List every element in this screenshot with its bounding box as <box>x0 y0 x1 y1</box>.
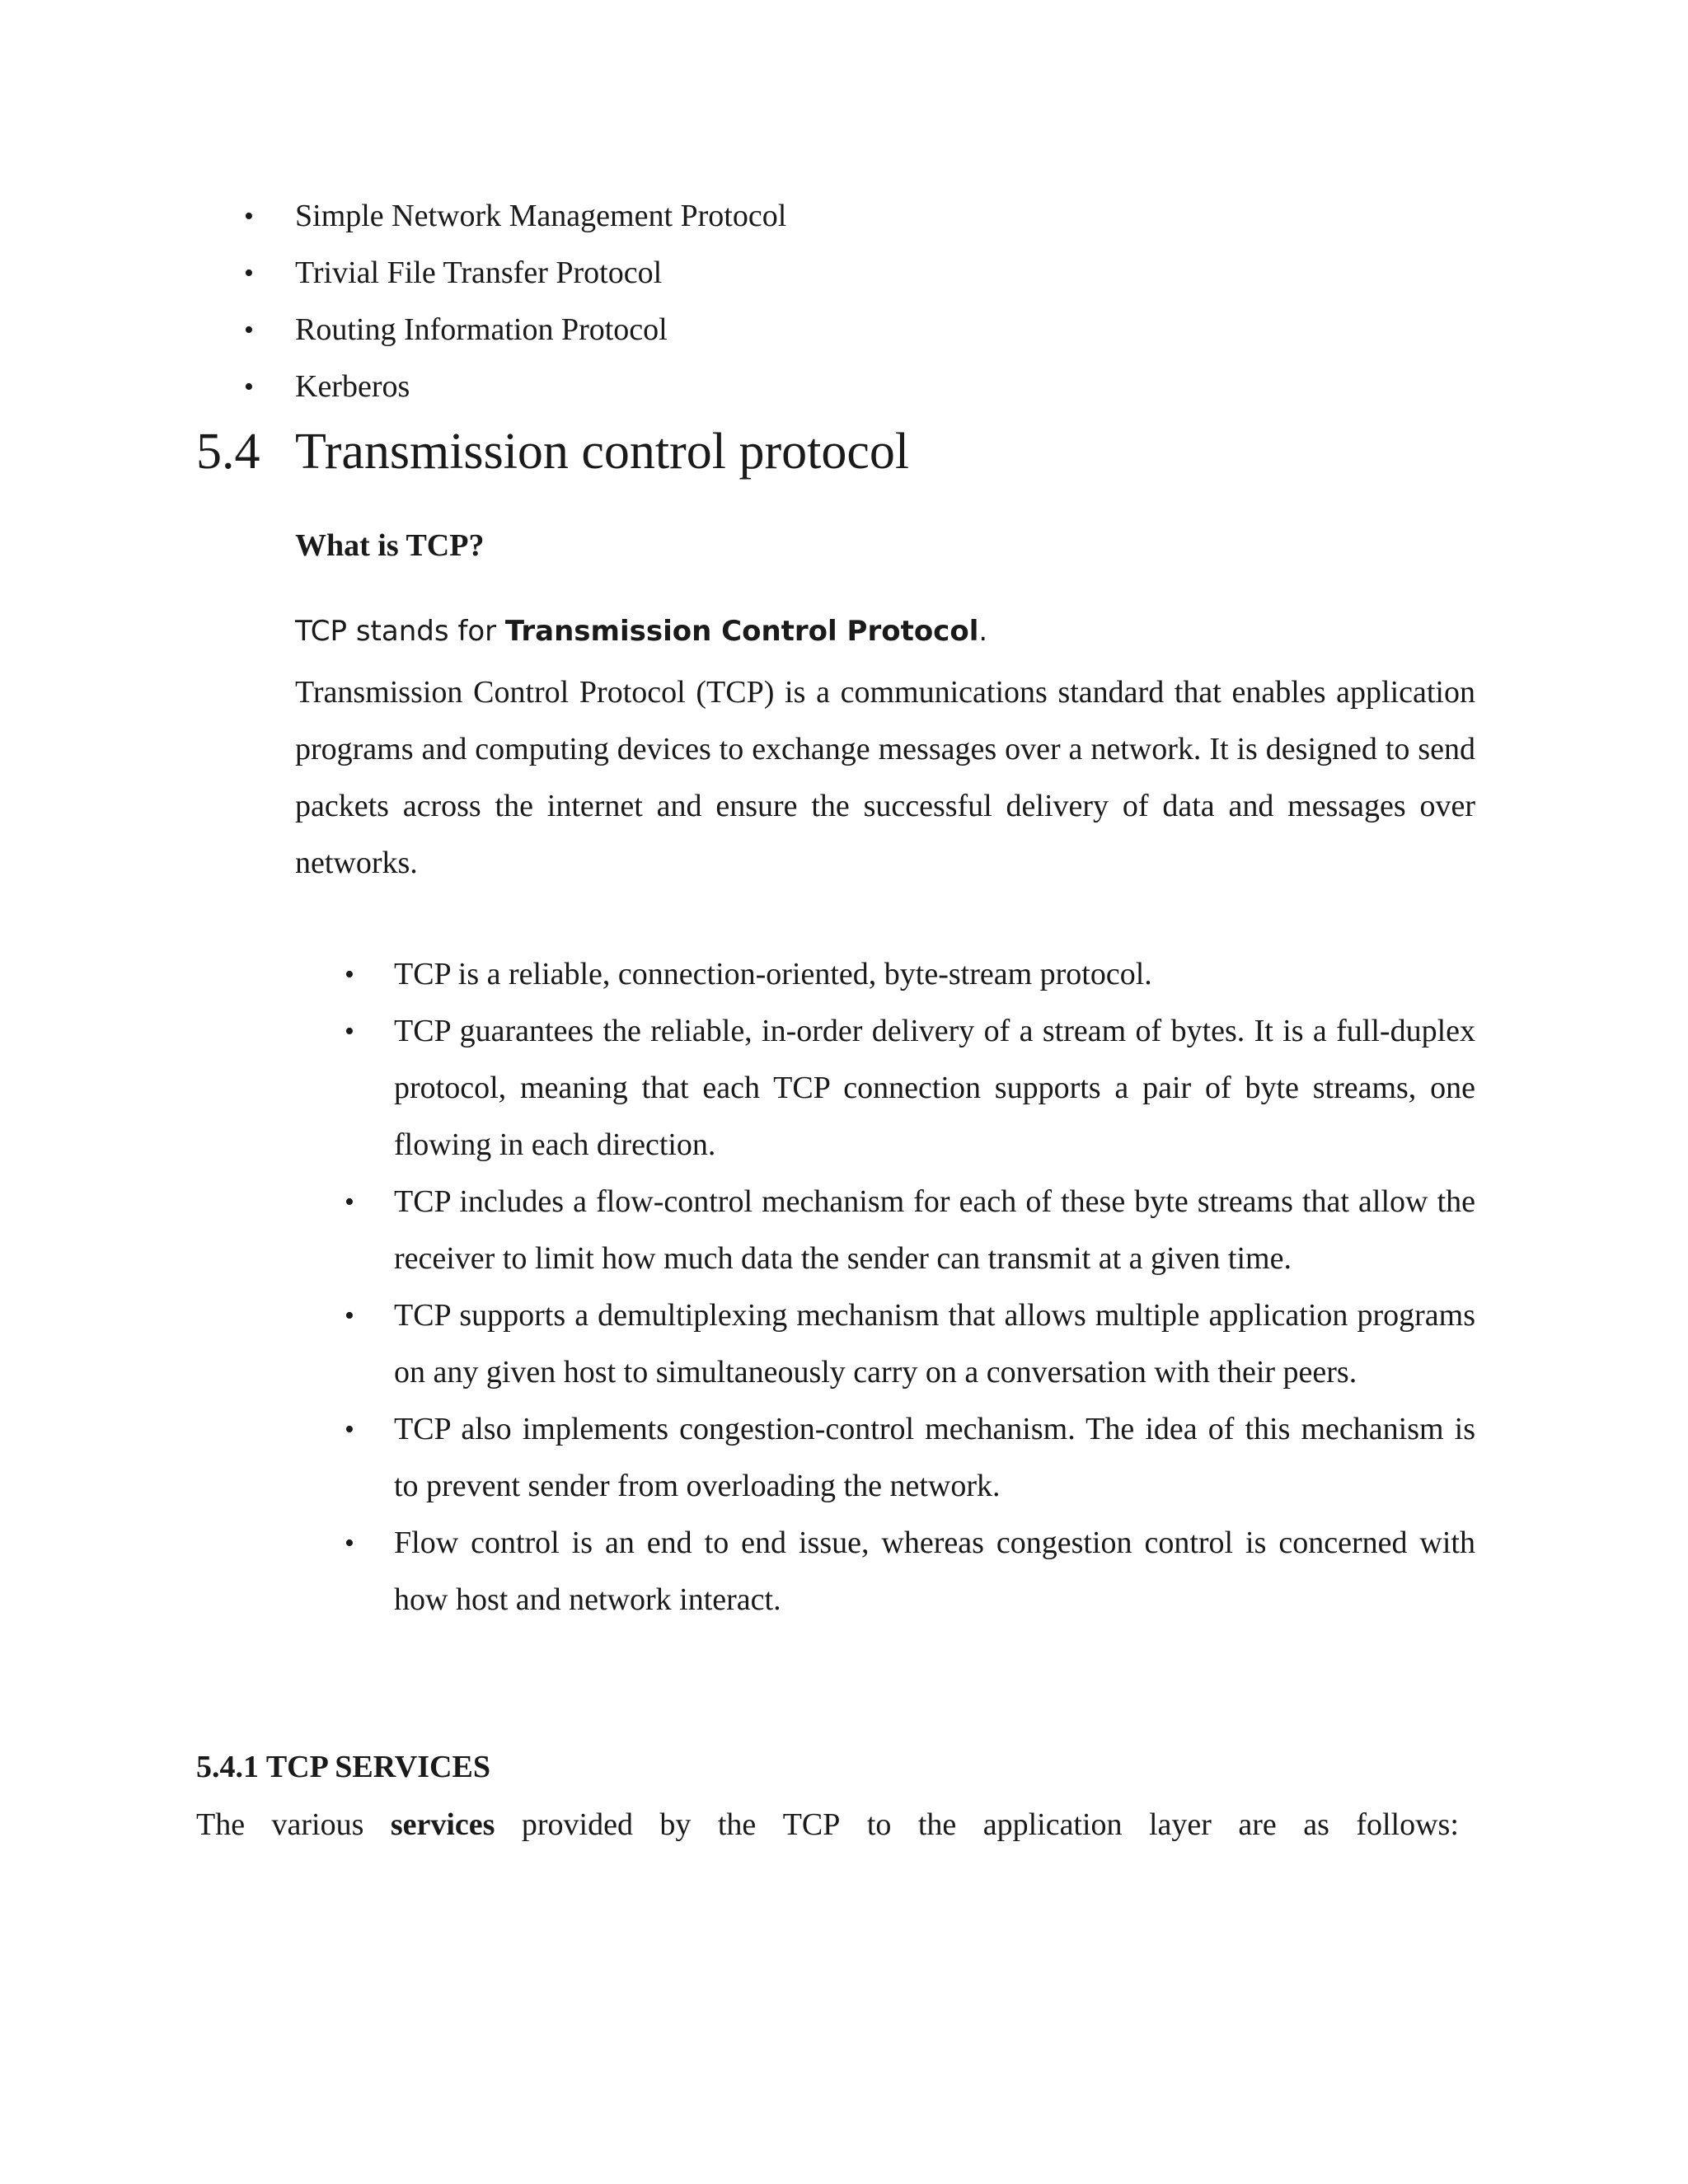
section-title: Transmission control protocol <box>295 424 910 480</box>
protocol-bullet-list <box>0 188 1688 415</box>
word: the <box>917 1807 957 1842</box>
list-item-text: Simple Network Management Protocol <box>295 199 787 233</box>
list-item-text: Routing Information Protocol <box>295 312 668 347</box>
list-item-text: TCP is a reliable, connection-oriented, byte-stream protocol. <box>394 957 1152 991</box>
word: provided <box>521 1807 633 1842</box>
list-item-text: Kerberos <box>295 369 410 404</box>
list-item-text: Trivial File Transfer Protocol <box>295 255 663 290</box>
list-item <box>0 245 1688 302</box>
word: follows: <box>1356 1807 1459 1842</box>
word: the <box>717 1807 757 1842</box>
word-bold: services <box>390 1807 495 1842</box>
bullet-icon: • <box>345 1528 354 1558</box>
stands-for-bold: Transmission Control Protocol <box>504 615 979 648</box>
bullet-icon: • <box>345 1187 354 1217</box>
list-item <box>0 1401 1688 1515</box>
word: to <box>866 1807 892 1842</box>
list-item <box>0 359 1688 415</box>
intro-paragraph: Transmission Control Protocol (TCP) is a communications standard that enables application programs and computing devices to exchange messages over a network. It is designed to send packets across the internet and ensure the successful delivery of data and messages over networks. <box>295 675 1475 880</box>
bullet-icon: • <box>244 258 254 288</box>
list-item-text: TCP also implements congestion-control mechanism. The idea of this mechanism is to prevent sender from overloading the network. <box>394 1412 1475 1503</box>
list-item <box>0 1515 1688 1629</box>
bullet-icon: • <box>244 201 254 232</box>
question-heading: What is TCP? <box>295 528 485 563</box>
stands-for-line <box>295 608 987 654</box>
list-item-text: TCP includes a flow-control mechanism for each of these byte streams that allow the receiver to limit how much data the sender can transmit at a given time. <box>394 1184 1475 1276</box>
list-item <box>0 188 1688 245</box>
bullet-icon: • <box>345 1016 354 1047</box>
list-item <box>0 1003 1688 1174</box>
bullet-icon: • <box>244 315 254 345</box>
word: TCP <box>782 1807 841 1842</box>
services-intro-line <box>196 1802 1459 1848</box>
list-item <box>0 946 1688 1003</box>
word: The <box>196 1807 246 1842</box>
list-item <box>0 1174 1688 1287</box>
word: application <box>982 1807 1123 1842</box>
list-item <box>0 302 1688 359</box>
subsection-heading: 5.4.1 TCP SERVICES <box>196 1750 490 1784</box>
word: as <box>1303 1807 1329 1842</box>
word: are <box>1238 1807 1277 1842</box>
section-number: 5.4 <box>196 424 260 480</box>
word: various <box>271 1807 364 1842</box>
stands-for-prefix: TCP stands for <box>295 615 505 648</box>
list-item-text: TCP guarantees the reliable, in-order delivery of a stream of bytes. It is a full-duplex protocol, meaning that each TCP connection supports a pair of byte streams, one flowing in each direction. <box>394 1014 1475 1162</box>
tcp-feature-list <box>0 946 1688 1629</box>
word: by <box>659 1807 692 1842</box>
bullet-icon: • <box>244 372 254 402</box>
list-item-text: Flow control is an end to end issue, whereas congestion control is concerned with how host and network interact. <box>394 1526 1475 1617</box>
bullet-icon: • <box>345 1301 354 1331</box>
list-item-text: TCP supports a demultiplexing mechanism that allows multiple application programs on any given host to simultaneously carry on a conversation with their peers. <box>394 1298 1475 1390</box>
list-item <box>0 1287 1688 1401</box>
bullet-icon: • <box>345 959 354 990</box>
bullet-icon: • <box>345 1414 354 1445</box>
word: layer <box>1149 1807 1212 1842</box>
stands-for-suffix: . <box>978 615 988 648</box>
